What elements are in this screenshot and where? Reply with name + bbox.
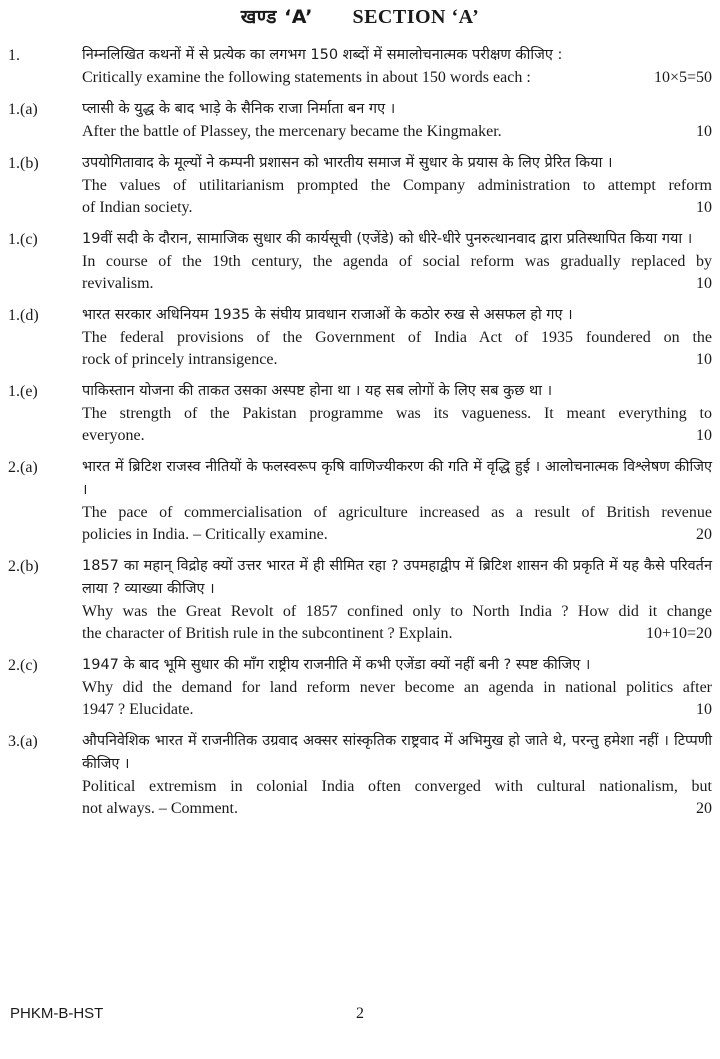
section-title-english: SECTION ‘A’ <box>352 6 480 28</box>
question-text-english-cont: 1947 ? Elucidate. <box>82 701 194 718</box>
question-text-hindi: भारत में ब्रिटिश राजस्व नीतियों के फलस्वरूप कृषि वाणिज्यीकरण की गति में वृद्धि हुई । आलोचनात्मक विश्लेषण कीजिए । <box>82 459 712 498</box>
question-text-english-cont: the character of British rule in the subcontinent ? Explain. <box>82 625 453 642</box>
question-2b <box>8 555 712 645</box>
question-number: 1. <box>8 47 20 64</box>
question-1c <box>8 228 712 295</box>
question-text-hindi: औपनिवेशिक भारत में राजनीतिक उग्रवाद अक्सर सांस्कृतिक राष्ट्रवाद में अभिमुख हो जाते थे, परन्तु हमेशा नहीं । टिप्पणी कीजिए । <box>82 733 712 772</box>
question-text-english-cont: not always. – Comment. <box>82 800 238 817</box>
question-number: 1.(e) <box>8 383 38 400</box>
paper-code: PHKM-B-HST <box>10 1005 104 1022</box>
question-2c <box>8 654 712 721</box>
question-number: 2.(a) <box>8 459 38 476</box>
section-title-hindi: खण्ड ‘A’ <box>240 6 313 28</box>
question-text-english: In course of the 19th century, the agenda of social reform was gradually replaced by <box>82 253 712 270</box>
question-text-english: The pace of commercialisation of agriculture increased as a result of British revenue <box>82 504 712 521</box>
question-marks: 10×5=50 <box>653 69 712 86</box>
question-1d <box>8 304 712 371</box>
question-marks: 10 <box>696 123 712 140</box>
section-header <box>8 4 712 30</box>
question-marks: 10 <box>696 351 712 368</box>
question-number: 1.(d) <box>8 307 39 324</box>
question-text-english-cont: rock of princely intransigence. <box>82 351 278 368</box>
question-number: 1.(b) <box>8 155 39 172</box>
question-text-english-cont: revivalism. <box>82 275 154 292</box>
question-marks: 10 <box>696 199 712 216</box>
question-text-hindi: 1857 का महान् विद्रोह क्यों उत्तर भारत में ही सीमित रहा ? उपमहाद्वीप में ब्रिटिश शासन की प्रकृति में यह कैसे परिवर्तन लाया ? व्याख्या कीजिए । <box>82 558 712 597</box>
question-number: 3.(a) <box>8 733 38 750</box>
question-number: 1.(a) <box>8 101 38 118</box>
question-text-hindi: 1947 के बाद भूमि सुधार की माँग राष्ट्रीय राजनीति में कभी एजेंडा क्यों नहीं बनी ? स्पष्ट कीजिए । <box>82 657 591 673</box>
question-1b <box>8 152 712 219</box>
question-1a <box>8 98 712 143</box>
question-text-english: Political extremism in colonial India often converged with cultural nationalism, but <box>82 778 712 795</box>
question-text-english: Why was the Great Revolt of 1857 confined only to North India ? How did it change <box>82 603 712 620</box>
question-text-english-cont: of Indian society. <box>82 199 193 216</box>
question-text-english-cont: everyone. <box>82 427 145 444</box>
question-1 <box>8 44 712 89</box>
question-text-english: The values of utilitarianism prompted the Company administration to attempt reform <box>82 177 712 194</box>
question-text-english: Why did the demand for land reform never become an agenda in national politics after <box>82 679 712 696</box>
question-text-hindi: 19वीं सदी के दौरान, सामाजिक सुधार की कार्यसूची (एजेंडे) को धीरे-धीरे पुनरुत्थानवाद द्वारा प्रतिस्थापित किया गया । <box>82 231 693 247</box>
question-text-hindi: पाकिस्तान योजना की ताकत उसका अस्पष्ट होना था । यह सब लोगों के लिए सब कुछ था । <box>82 383 553 399</box>
question-text-hindi: उपयोगितावाद के मूल्यों ने कम्पनी प्रशासन को भारतीय समाज में सुधार के प्रयास के लिए प्रेरित किया । <box>82 155 613 171</box>
question-1e <box>8 380 712 447</box>
question-text-hindi: निम्नलिखित कथनों में से प्रत्येक का लगभग 150 शब्दों में समालोचनात्मक परीक्षण कीजिए : <box>82 47 563 63</box>
question-3a <box>8 730 712 820</box>
question-2a <box>8 456 712 546</box>
question-text-english: Critically examine the following statements in about 150 words each : <box>82 69 531 86</box>
question-number: 2.(b) <box>8 558 39 575</box>
question-text-english: The federal provisions of the Government of India Act of 1935 foundered on the <box>82 329 712 346</box>
question-text-hindi: भारत सरकार अधिनियम 1935 के संघीय प्रावधान राजाओं के कठोर रुख से असफल हो गए । <box>82 307 573 323</box>
question-text-hindi: प्लासी के युद्ध के बाद भाड़े के सैनिक राजा निर्माता बन गए । <box>82 101 396 117</box>
question-number: 2.(c) <box>8 657 38 674</box>
question-marks: 10 <box>696 427 712 444</box>
page-footer <box>10 1005 710 1029</box>
question-marks: 10 <box>696 701 712 718</box>
question-marks: 20 <box>696 800 712 817</box>
question-text-english: The strength of the Pakistan programme was its vagueness. It meant everything to <box>82 405 712 422</box>
page-number: 2 <box>356 1005 364 1022</box>
question-number: 1.(c) <box>8 231 38 248</box>
question-text-english-cont: policies in India. – Critically examine. <box>82 526 328 543</box>
question-marks: 10+10=20 <box>645 625 712 642</box>
question-marks: 20 <box>696 526 712 543</box>
question-marks: 10 <box>696 275 712 292</box>
question-text-english: After the battle of Plassey, the mercenary became the Kingmaker. <box>82 123 502 140</box>
